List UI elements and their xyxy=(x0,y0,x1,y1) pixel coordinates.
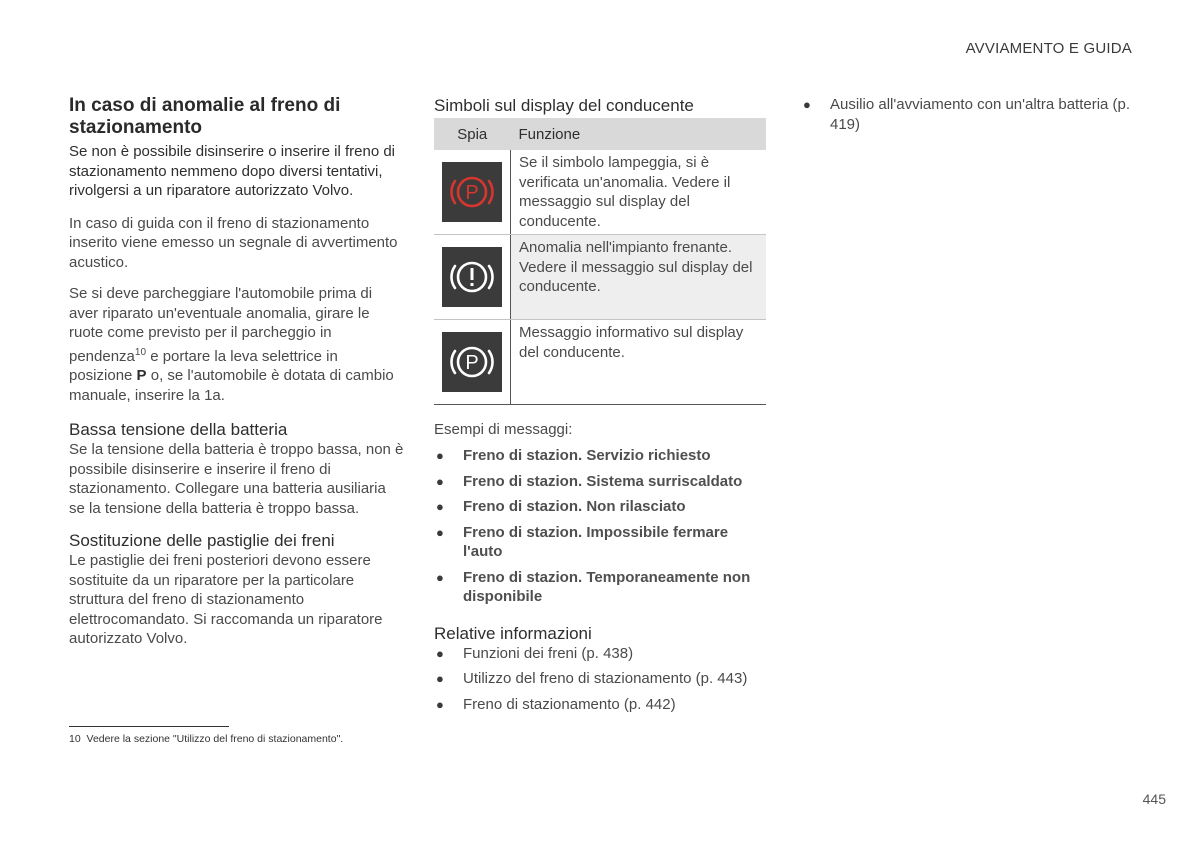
related-list xyxy=(434,644,766,715)
parking-text-a: Se si deve parcheggiare l'automobile prima di aver riparato un'eventuale anomalia, girare le ruote come previsto per il parcheggio in pendenza xyxy=(69,285,373,365)
bullet: ● xyxy=(436,671,444,686)
table-row xyxy=(434,150,766,235)
parking-brake-white-icon xyxy=(442,332,502,392)
column-left xyxy=(69,95,404,661)
symbols-table xyxy=(434,118,766,405)
bullet: ● xyxy=(436,499,444,514)
bullet: ● xyxy=(436,524,444,540)
section-header: AVVIAMENTO E GUIDA xyxy=(965,40,1132,57)
footnote-divider xyxy=(69,726,229,727)
related-link[interactable]: ● Freno di stazionamento (p. 442) xyxy=(436,695,676,713)
bullet: ● xyxy=(436,569,444,585)
list-item: ● Freno di stazion. Impossibile fermare l'auto xyxy=(436,523,729,560)
list-item: ● Freno di stazion. Servizio richiesto xyxy=(436,447,711,464)
row-text: Se il simbolo lampeggia, si è verificata un'anomalia. Vedere il messaggio sul display del conducente. xyxy=(511,150,767,235)
gear-p-label: P xyxy=(136,367,147,384)
symbols-table-title: Simboli sul display del conducente xyxy=(434,96,694,115)
bullet: ● xyxy=(803,97,811,112)
warning-paragraph: In caso di guida con il freno di stazionamento inserito viene emesso un segnale di avvertimento acustico. xyxy=(69,214,398,271)
related-heading: Relative informazioni xyxy=(434,623,592,643)
examples-label: Esempi di messaggi: xyxy=(434,421,573,438)
bullet: ● xyxy=(436,696,444,712)
bullet: ● xyxy=(436,448,444,463)
bullet: ● xyxy=(436,645,444,661)
related-list-continued xyxy=(801,95,1131,134)
brake-warning-white-icon xyxy=(442,247,502,307)
parking-text-b: e portare la leva selettrice in posizione xyxy=(69,347,338,384)
parking-text-c: o, se l'automobile è dotata di cambio manuale, inserire la 1a. xyxy=(69,367,394,404)
bullet: ● xyxy=(436,473,444,489)
row-text: Messaggio informativo sul display del conducente. xyxy=(511,320,767,405)
parking-brake-red-icon xyxy=(442,162,502,222)
list-item: ● Freno di stazion. Temporaneamente non disponibile xyxy=(436,568,751,605)
list-item: ● Freno di stazion. Sistema surriscaldato xyxy=(436,472,743,490)
related-link[interactable]: ● Funzioni dei freni (p. 438) xyxy=(436,644,634,662)
related-link[interactable]: ● Ausilio all'avviamento con un'altra batteria (p. 419) xyxy=(803,96,1131,133)
column-middle xyxy=(434,95,766,720)
battery-paragraph: Se la tensione della batteria è troppo bassa, non è possibile disinserire e inserire il freno di stazionamento. Collegare una batteria ausiliaria se la tensione della batteria è troppo bassa. xyxy=(69,441,404,517)
list-item: ● Freno di stazion. Non rilasciato xyxy=(436,498,686,515)
pads-paragraph: Le pastiglie dei freni posteriori devono essere sostituite da un riparatore per la particolare struttura del freno di stazionamento elettrocomandato. Si raccomanda un riparatore autorizzato Volvo. xyxy=(69,552,383,647)
messages-list xyxy=(434,446,766,607)
footnote-number: 10 xyxy=(69,733,81,745)
svg-text:P: P xyxy=(465,352,479,374)
table-row xyxy=(434,320,766,405)
battery-heading: Bassa tensione della batteria xyxy=(69,420,288,439)
table-row xyxy=(434,235,766,320)
row-text: Anomalia nell'impianto frenante. Vedere il messaggio sul display del conducente. xyxy=(511,235,767,320)
svg-text:P: P xyxy=(465,182,479,204)
table-header-spia: Spia xyxy=(434,118,511,150)
footnote-text: Vedere la sezione "Utilizzo del freno di stazionamento". xyxy=(86,733,344,745)
lead-paragraph: Se non è possibile disinserire o inserire il freno di stazionamento nemmeno dopo diversi tentativi, rivolgersi a un riparatore autorizzato Volvo. xyxy=(69,143,396,199)
footnote-ref: 10 xyxy=(134,346,147,358)
parking-paragraph xyxy=(69,284,404,405)
section-title: In caso di anomalie al freno di stazionamento xyxy=(69,95,341,138)
table-header-funzione: Funzione xyxy=(511,118,767,150)
pads-heading: Sostituzione delle pastiglie dei freni xyxy=(69,531,335,550)
footnote xyxy=(69,733,343,745)
column-right xyxy=(801,95,1131,140)
page-number: 445 xyxy=(1142,791,1166,807)
related-link[interactable]: ● Utilizzo del freno di stazionamento (p. 443) xyxy=(436,670,748,687)
